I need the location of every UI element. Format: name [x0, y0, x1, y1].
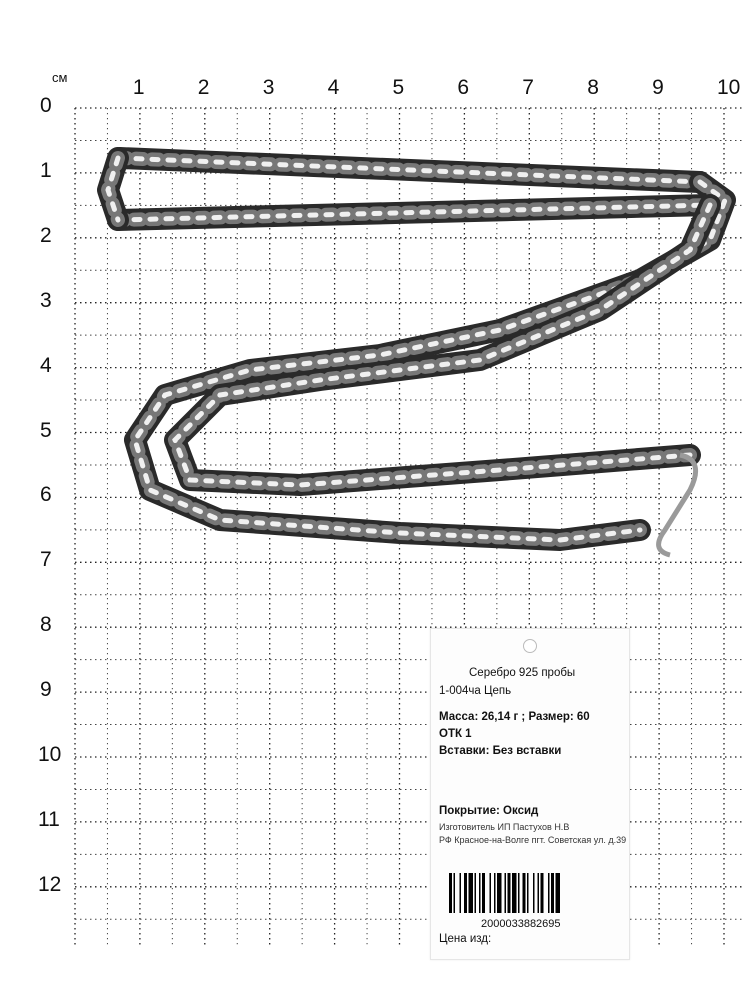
x-tick-label: 8	[587, 76, 599, 99]
tag-otk: ОТК 1	[439, 728, 472, 740]
price-tag	[430, 628, 630, 960]
x-tick-label: 10	[717, 76, 741, 99]
x-tick-label: 5	[392, 76, 405, 99]
tag-manufacturer: Изготовитель ИП Пастухов Н.В	[439, 822, 570, 832]
barcode-number: 2000033882695	[481, 918, 561, 930]
y-tick-label: 3	[40, 288, 52, 312]
x-tick-label: 9	[652, 76, 664, 99]
y-tick-label: 11	[38, 807, 60, 831]
tag-article: 1-004ча Цепь	[439, 685, 512, 697]
tag-material: Серебро 925 пробы	[469, 667, 576, 679]
y-tick-label: 4	[40, 353, 52, 377]
x-tick-label: 7	[522, 76, 534, 99]
x-tick-label: 6	[457, 76, 470, 99]
price-label: Цена изд:	[439, 933, 492, 945]
tag-weight-size: Масса: 26,14 г ; Размер: 60	[439, 711, 590, 723]
y-tick-label: 7	[40, 548, 52, 572]
y-tick-label: 12	[38, 872, 62, 896]
tag-hole	[523, 639, 537, 653]
y-tick-label: 10	[38, 743, 62, 766]
y-tick-label: 1	[40, 158, 52, 182]
y-tick-label: 2	[40, 223, 52, 247]
y-tick-label: 9	[40, 678, 52, 702]
unit-label: см	[52, 70, 68, 85]
x-tick-label: 1	[132, 76, 145, 99]
barcode	[449, 873, 619, 913]
y-tick-label: 6	[40, 483, 52, 507]
x-tick-label: 4	[327, 76, 340, 99]
tag-coating: Покрытие: Оксид	[439, 805, 539, 817]
x-tick-label: 3	[262, 76, 275, 99]
x-tick-label: 2	[197, 76, 210, 99]
y-tick-label: 5	[40, 418, 52, 442]
tag-address: РФ Красное-на-Волге пгт. Советская ул. д.39	[439, 835, 627, 845]
y-tick-label: 0	[40, 94, 52, 117]
y-tick-label: 8	[40, 613, 52, 637]
tag-inserts: Вставки: Без вставки	[439, 745, 562, 757]
